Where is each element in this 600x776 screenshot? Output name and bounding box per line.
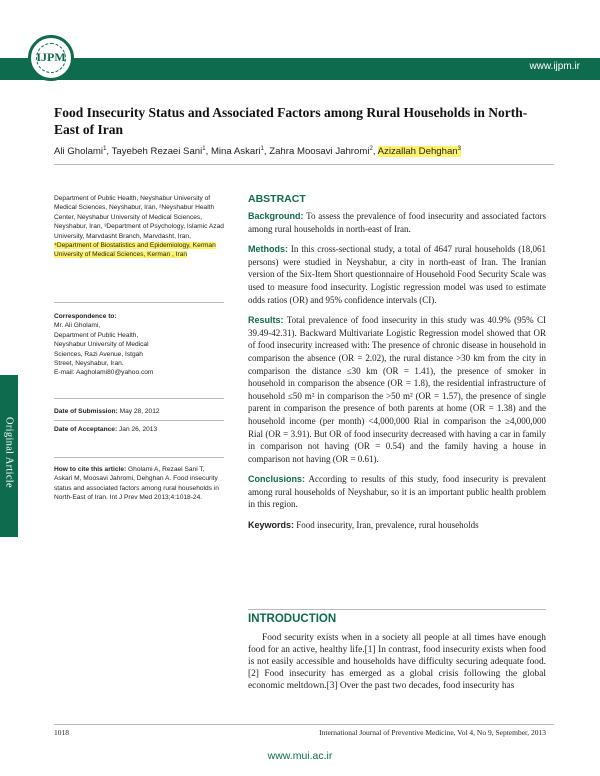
divider: [54, 164, 554, 165]
article-type-tab: [0, 375, 18, 537]
abstract-results: Results: Total prevalence of food insecurity in this study was 40.9% (95% CI 39.49-42.31). Backward Multivariate Logistic Regression model showed that OR of food insecurity increased with: The presence of chronic disease in household in comparison the absence (OR = 2.02), the rural distance >30 km from the city in comparison the distance ≤30 km (OR = 1.41), the presence of smoker in household in comparison the absence (OR = 1.8), the residential infrastructure of household ≤50 m² in comparison the >50 m² (OR = 1.57), the presence of single parent in comparison the presence of both parents at home (OR = 1.38) and the household income (per month) <4,000,000 Rial in comparison the ≥4,000,000 Rial (OR = 3.91). But OR of food insecurity decreased with having a car in family in comparison not having (OR = 0.54) and the family having a house in comparison not having (OR = 0.61).: [248, 315, 546, 464]
correspondence-line: Mr. Ali Gholami,: [54, 322, 101, 330]
author: Tayebeh Rezaei Sani$^1$,: [111, 146, 211, 158]
footer-url[interactable]: www.mui.ac.ir: [267, 750, 333, 762]
header-url[interactable]: www.ijpm.ir: [529, 61, 580, 72]
affiliation-highlighted: ⁴Department of Biostatistics and Epidemiology, Kerman University of Medical Sciences, Kerman , Iran: [54, 242, 216, 259]
header-band: [0, 58, 600, 80]
logo-text: IJPM: [36, 50, 66, 64]
divider: [54, 420, 224, 421]
correspondence-line: Neyshabur University of Medical: [54, 341, 149, 349]
abstract-methods: Methods: In this cross-sectional study, a total of 4647 rural households (18,061 persons) were studied in Neyshabur, a city in north-east of Iran. The Iranian version of the Six-Item Short questionnaire of Household Food Security Scale was used to measure food insecurity. Logistic regression model was used to estimate odds ratios (OR) and 95% confidence intervals (CI).: [248, 244, 547, 305]
divider: [54, 457, 224, 458]
divider: [54, 302, 224, 303]
submission-date: Date of Submission: May 28, 2012: [54, 408, 160, 415]
article-type-label: Original Article: [3, 417, 15, 488]
author-list: [54, 146, 554, 157]
author: Mina Askari$^1$,: [210, 146, 270, 158]
journal-citation-line: International Journal of Preventive Medicine, Vol 4, No 9, September, 2013: [319, 728, 546, 737]
correspondence-line: Street, Neyshabur, Iran.: [54, 360, 124, 368]
correspondence-heading: Correspondence to:: [54, 313, 117, 320]
correspondence-line: Department of Public Health,: [54, 331, 139, 339]
page-number: 1018: [54, 728, 69, 737]
divider: [54, 724, 554, 725]
acceptance-date: Date of Acceptance: Jan 26, 2013: [54, 426, 158, 434]
article-title: Food Insecurity Status and Associated Factors among Rural Households in North-East of Iran: [54, 105, 528, 137]
introduction-text: Food security exists when in a society all people at all times have enough food for an active, healthy life.[1] In contrast, food insecurity exists when food is not easily accessible and households have difficulty securing adequate food.[2] Food insecurity has emerged as a global crisis following the global economic meltdown.[3] Over the past two decades, food insecurity has: [248, 633, 546, 691]
author-highlighted: Azizallah Dehghan$^3$: [377, 146, 461, 158]
abstract-heading: ABSTRACT: [248, 193, 306, 205]
divider: [54, 398, 224, 399]
abstract-keywords: Keywords: Food insecurity, Iran, prevalence, rural households: [248, 520, 479, 531]
abstract-body: [248, 210, 546, 540]
abstract-conclusions: Conclusions: According to results of this study, food insecurity is prevalent among rural households of Neyshabur, so it is an important public health problem in this region.: [248, 474, 546, 510]
introduction-heading: INTRODUCTION: [248, 613, 337, 625]
correspondence: [54, 312, 214, 378]
author: Zahra Moosavi Jahromi$^2$,: [269, 146, 378, 158]
divider: [248, 609, 546, 610]
how-to-cite: How to cite this article: Gholami A, Rezaei Sani T, Askari M, Moosavi Jahromi, Dehghan A. Food insecurity status and associated factors among rural households in North-East of Iran. Int J Prev Med 2013;4:1018-24.: [54, 466, 219, 502]
journal-logo-icon: [28, 35, 74, 81]
dates: [54, 407, 224, 435]
correspondence-line: Sciences, Razi Avenue, Istgah: [54, 350, 143, 358]
abstract-background: Background: To assess the prevalence of food insecurity and associated factors among rural households in north-east of Iran.: [248, 211, 546, 234]
author: Ali Gholami$^1$,: [54, 146, 112, 158]
correspondence-email[interactable]: E-mail: Aagholami80@yahoo.com: [54, 369, 154, 377]
affiliations: Department of Public Health, Neyshabur University of Medical Sciences, Neyshabur, Iran, ²Neyshabur Health Center, Neyshabur University of Medical Sciences, Neyshabur, Iran, ³Department of Psychology, Islamic Azad University, Marvdasht Branch, Marvdasht, Iran, ⁴Department of Biostatistics and Epidemiology, Kerman University of Medical Sciences, Kerman , Iran: [54, 195, 224, 259]
